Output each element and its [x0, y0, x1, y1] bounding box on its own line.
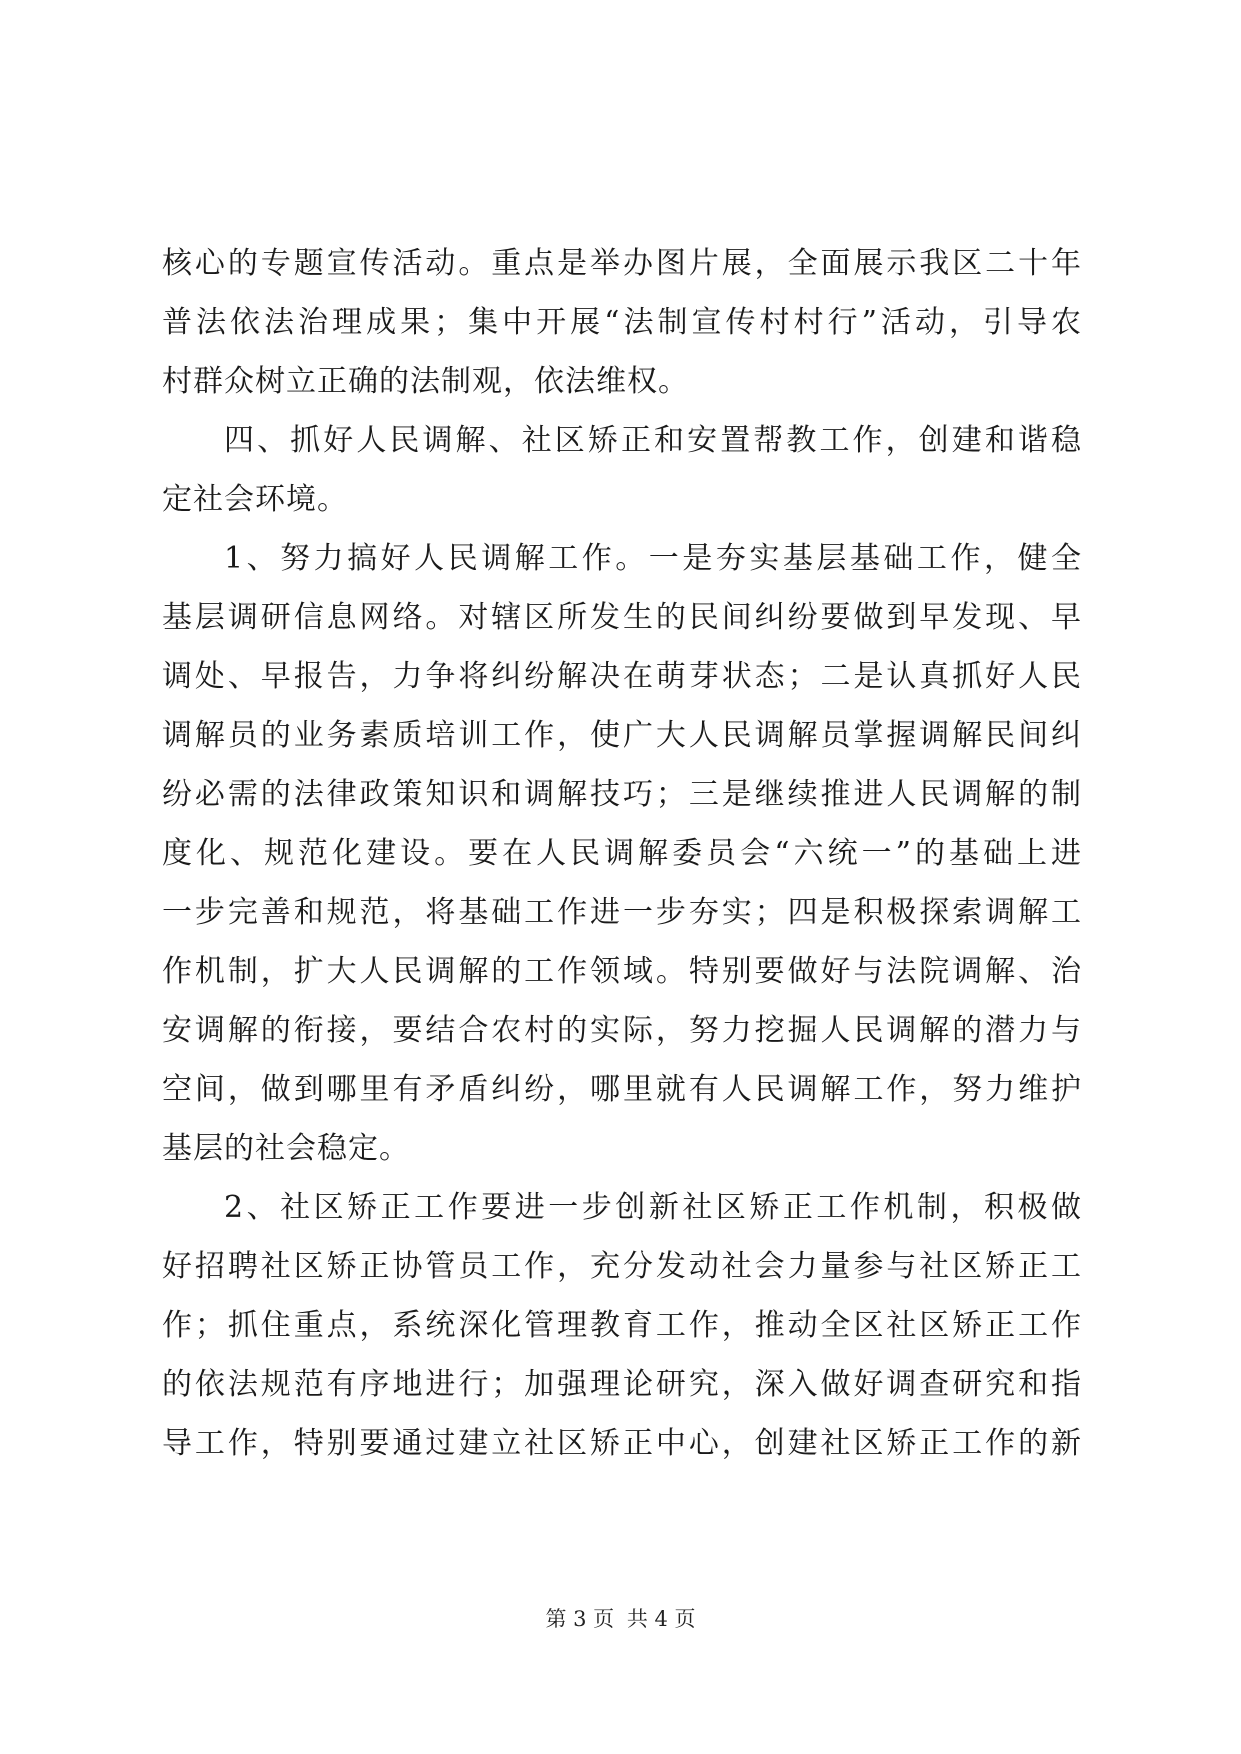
text-line: 调处、早报告，力争将纠纷解决在萌芽状态；二是认真抓好人民: [162, 659, 1082, 694]
text-line: 核心的专题宣传活动。重点是举办图片展，全面展示我区二十年: [162, 246, 1082, 281]
text-line: 作机制，扩大人民调解的工作领域。特别要做好与法院调解、治: [162, 954, 1082, 989]
text-line: 普法依法治理成果；集中开展“法制宣传村村行”活动，引导农: [162, 305, 1082, 340]
text-line: 作；抓住重点，系统深化管理教育工作，推动全区社区矫正工作: [162, 1308, 1082, 1343]
text-line: 1、努力搞好人民调解工作。一是夯实基层基础工作，健全: [224, 541, 1082, 576]
text-line: 四、抓好人民调解、社区矫正和安置帮教工作，创建和谐稳: [224, 423, 1082, 458]
text-line: 的依法规范有序地进行；加强理论研究，深入做好调查研究和指: [162, 1367, 1082, 1402]
text-line: 导工作，特别要通过建立社区矫正中心，创建社区矫正工作的新: [162, 1426, 1082, 1461]
text-line: 度化、规范化建设。要在人民调解委员会“六统一”的基础上进: [162, 836, 1082, 871]
page-total: 共 4 页: [626, 1607, 696, 1631]
text-line: 空间，做到哪里有矛盾纠纷，哪里就有人民调解工作，努力维护: [162, 1072, 1082, 1107]
page-number: 第 3 页: [545, 1607, 615, 1631]
text-line: 纷必需的法律政策知识和调解技巧；三是继续推进人民调解的制: [162, 777, 1082, 812]
text-line: 一步完善和规范，将基础工作进一步夯实；四是积极探索调解工: [162, 895, 1082, 930]
text-line: 调解员的业务素质培训工作，使广大人民调解员掌握调解民间纠: [162, 718, 1082, 753]
text-line: 安调解的衔接，要结合农村的实际，努力挖掘人民调解的潜力与: [162, 1013, 1082, 1048]
text-line: 村群众树立正确的法制观，依法维权。: [162, 364, 689, 399]
document-body: [162, 234, 1082, 1473]
page-footer: [0, 1605, 1241, 1633]
text-line: 基层调研信息网络。对辖区所发生的民间纠纷要做到早发现、早: [162, 600, 1082, 635]
text-line: 好招聘社区矫正协管员工作，充分发动社会力量参与社区矫正工: [162, 1249, 1082, 1284]
text-line: 2、社区矫正工作要进一步创新社区矫正工作机制，积极做: [224, 1190, 1082, 1225]
text-line: 基层的社会稳定。: [162, 1131, 410, 1166]
text-line: 定社会环境。: [162, 482, 348, 517]
